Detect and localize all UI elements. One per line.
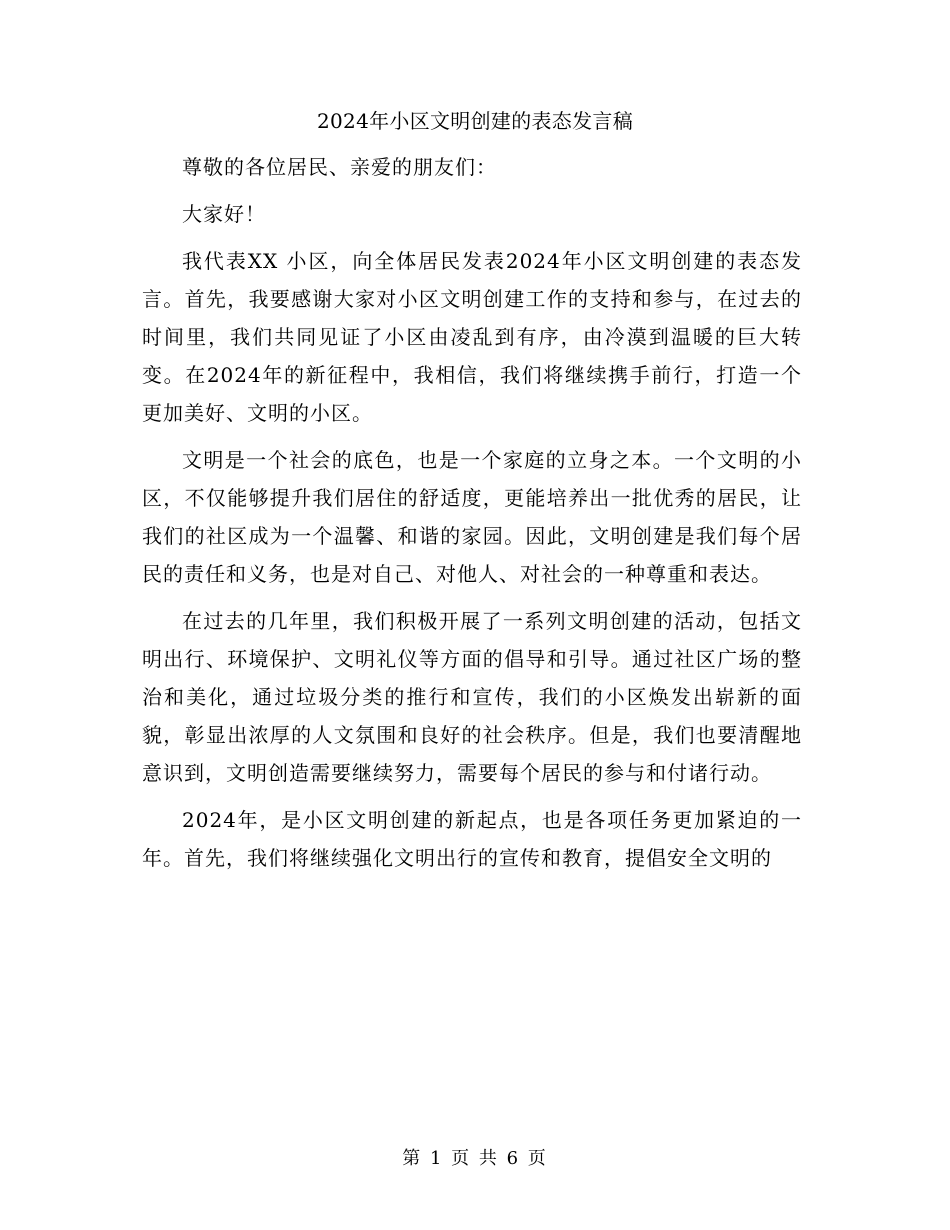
paragraph: 2024年，是小区文明创建的新起点，也是各项任务更加紧迫的一年。首先，我们将继续强化文明出行的宣传和教育，提倡安全文明的 bbox=[142, 808, 802, 870]
paragraph: 文明是一个社会的底色，也是一个家庭的立身之本。一个文明的小区，不仅能够提升我们居住的舒适度，更能培养出一批优秀的居民，让我们的社区成为一个温馨、和谐的家园。因此，文明创建是我们每个居民的责任和义务，也是对自己、对他人、对社会的一种尊重和表达。 bbox=[142, 448, 802, 586]
paragraph: 我代表XX 小区，向全体居民发表2024年小区文明创建的表态发言。首先，我要感谢大家对小区文明创建工作的支持和参与，在过去的时间里，我们共同见证了小区由凌乱到有序，由冷漠到温暖的巨大转变。在2024年的新征程中，我相信，我们将继续携手前行，打造一个更加美好、文明的小区。 bbox=[142, 249, 802, 425]
document-body bbox=[142, 148, 802, 886]
salutation: 尊敬的各位居民、亲爱的朋友们： bbox=[182, 155, 497, 179]
paragraph: 在过去的几年里，我们积极开展了一系列文明创建的活动，包括文明出行、环境保护、文明礼仪等方面的倡导和引导。通过社区广场的整治和美化，通过垃圾分类的推行和宣传，我们的小区焕发出崭新的面貌，彰显出浓厚的人文氛围和良好的社会秩序。但是，我们也要清醒地意识到，文明创造需要继续努力，需要每个居民的参与和付诸行动。 bbox=[142, 609, 802, 785]
greeting: 大家好！ bbox=[182, 202, 266, 226]
page-number: 第 1 页 共 6 页 bbox=[402, 1148, 548, 1169]
document-title: 2024年小区文明创建的表态发言稿 bbox=[317, 109, 633, 133]
